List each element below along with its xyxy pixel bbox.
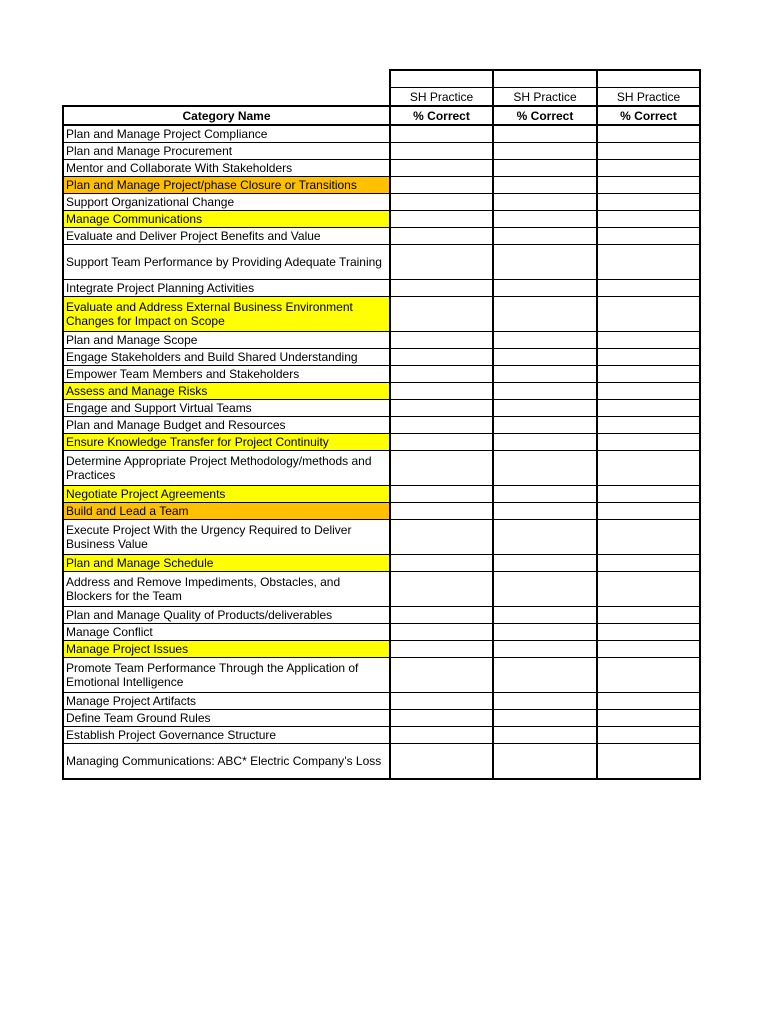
table-row	[63, 332, 700, 349]
category-name-cell[interactable]: Manage Project Issues	[63, 641, 390, 658]
percent-correct-cell[interactable]	[493, 744, 597, 780]
category-name-cell[interactable]: Support Team Performance by Providing Adequate Training	[63, 245, 390, 280]
percent-correct-cell[interactable]	[493, 297, 597, 332]
percent-correct-cell[interactable]	[493, 194, 597, 211]
category-name-cell[interactable]: Establish Project Governance Structure	[63, 727, 390, 744]
percent-correct-cell[interactable]	[493, 228, 597, 245]
table-row	[63, 710, 700, 727]
percent-correct-cell[interactable]	[390, 400, 493, 417]
category-name-cell[interactable]: Manage Conflict	[63, 624, 390, 641]
percent-correct-cell[interactable]	[493, 366, 597, 383]
percent-correct-cell[interactable]	[597, 434, 700, 451]
percent-correct-cell[interactable]	[390, 744, 493, 780]
percent-correct-cell[interactable]	[493, 572, 597, 607]
percent-correct-cell[interactable]	[597, 194, 700, 211]
percent-correct-cell[interactable]	[597, 624, 700, 641]
table-row	[63, 143, 700, 160]
percent-correct-cell[interactable]	[493, 693, 597, 710]
percent-correct-cell[interactable]	[390, 143, 493, 160]
category-name-header: Category Name	[63, 106, 390, 125]
table-row	[63, 727, 700, 744]
percent-correct-cell[interactable]	[597, 451, 700, 486]
header-empty-cell[interactable]	[493, 70, 597, 88]
percent-correct-cell[interactable]	[390, 280, 493, 297]
percent-correct-header: % Correct	[493, 106, 597, 125]
table-row	[63, 417, 700, 434]
category-name-cell[interactable]: Mentor and Collaborate With Stakeholders	[63, 160, 390, 177]
category-name-cell[interactable]: Evaluate and Address External Business Environment Changes for Impact on Scope	[63, 297, 390, 332]
percent-correct-cell[interactable]	[597, 520, 700, 555]
percent-correct-cell[interactable]	[390, 693, 493, 710]
category-score-table	[62, 69, 701, 780]
percent-correct-cell[interactable]	[597, 417, 700, 434]
percent-correct-cell[interactable]	[597, 349, 700, 366]
category-name-cell[interactable]: Plan and Manage Scope	[63, 332, 390, 349]
category-name-cell[interactable]: Manage Project Artifacts	[63, 693, 390, 710]
category-name-cell[interactable]: Determine Appropriate Project Methodology/methods and Practices	[63, 451, 390, 486]
percent-correct-cell[interactable]	[493, 160, 597, 177]
percent-correct-cell[interactable]	[597, 160, 700, 177]
table-row	[63, 744, 700, 780]
percent-correct-cell[interactable]	[597, 503, 700, 520]
percent-correct-cell[interactable]	[390, 710, 493, 727]
percent-correct-cell[interactable]	[597, 177, 700, 194]
percent-correct-cell[interactable]	[493, 383, 597, 400]
table-row	[63, 160, 700, 177]
column-group-label: SH Practice	[597, 88, 700, 107]
percent-correct-cell[interactable]	[390, 211, 493, 228]
table-row	[63, 366, 700, 383]
percent-correct-cell[interactable]	[597, 572, 700, 607]
percent-correct-cell[interactable]	[493, 143, 597, 160]
table-row	[63, 658, 700, 693]
percent-correct-cell[interactable]	[390, 366, 493, 383]
category-name-cell[interactable]: Plan and Manage Schedule	[63, 555, 390, 572]
percent-correct-cell[interactable]	[597, 280, 700, 297]
percent-correct-cell[interactable]	[493, 727, 597, 744]
percent-correct-cell[interactable]	[390, 332, 493, 349]
table-row	[63, 641, 700, 658]
percent-correct-cell[interactable]	[390, 486, 493, 503]
percent-correct-cell[interactable]	[390, 727, 493, 744]
percent-correct-cell[interactable]	[597, 744, 700, 780]
table-header	[63, 70, 700, 125]
percent-correct-cell[interactable]	[390, 417, 493, 434]
table-row	[63, 520, 700, 555]
percent-correct-cell[interactable]	[390, 641, 493, 658]
percent-correct-cell[interactable]	[493, 555, 597, 572]
percent-correct-cell[interactable]	[493, 211, 597, 228]
percent-correct-cell[interactable]	[493, 434, 597, 451]
percent-correct-cell[interactable]	[493, 400, 597, 417]
table-row	[63, 383, 700, 400]
table-body	[63, 125, 700, 779]
percent-correct-cell[interactable]	[597, 383, 700, 400]
category-name-cell[interactable]: Plan and Manage Project Compliance	[63, 125, 390, 143]
category-name-cell[interactable]: Define Team Ground Rules	[63, 710, 390, 727]
percent-correct-cell[interactable]	[390, 245, 493, 280]
percent-correct-cell[interactable]	[390, 228, 493, 245]
category-name-cell[interactable]: Integrate Project Planning Activities	[63, 280, 390, 297]
table-row	[63, 194, 700, 211]
percent-correct-cell[interactable]	[597, 693, 700, 710]
percent-correct-cell[interactable]	[597, 332, 700, 349]
percent-correct-cell[interactable]	[597, 400, 700, 417]
category-name-cell[interactable]: Plan and Manage Procurement	[63, 143, 390, 160]
table-row	[63, 177, 700, 194]
category-name-cell[interactable]: Plan and Manage Quality of Products/deliverables	[63, 607, 390, 624]
percent-correct-cell[interactable]	[597, 710, 700, 727]
percent-correct-cell[interactable]	[493, 177, 597, 194]
percent-correct-cell[interactable]	[493, 332, 597, 349]
header-empty-cell[interactable]	[390, 70, 493, 88]
percent-correct-cell[interactable]	[493, 349, 597, 366]
percent-correct-cell[interactable]	[493, 245, 597, 280]
table-row	[63, 486, 700, 503]
table-row	[63, 607, 700, 624]
percent-correct-cell[interactable]	[493, 486, 597, 503]
table-row	[63, 693, 700, 710]
empty-corner-cell	[63, 70, 390, 88]
percent-correct-cell[interactable]	[597, 607, 700, 624]
category-name-cell[interactable]: Build and Lead a Team	[63, 503, 390, 520]
percent-correct-cell[interactable]	[390, 555, 493, 572]
percent-correct-cell[interactable]	[597, 727, 700, 744]
table-row	[63, 125, 700, 143]
category-name-cell[interactable]: Assess and Manage Risks	[63, 383, 390, 400]
percent-correct-cell[interactable]	[390, 297, 493, 332]
category-name-cell[interactable]: Plan and Manage Budget and Resources	[63, 417, 390, 434]
percent-correct-cell[interactable]	[597, 125, 700, 143]
percent-correct-cell[interactable]	[597, 555, 700, 572]
percent-correct-cell[interactable]	[493, 607, 597, 624]
table-row	[63, 451, 700, 486]
percent-correct-cell[interactable]	[597, 486, 700, 503]
header-top-row	[63, 70, 700, 88]
table-row	[63, 211, 700, 228]
percent-correct-header: % Correct	[390, 106, 493, 125]
percent-correct-cell[interactable]	[597, 228, 700, 245]
percent-correct-cell[interactable]	[493, 451, 597, 486]
category-name-cell[interactable]: Empower Team Members and Stakeholders	[63, 366, 390, 383]
table-row	[63, 400, 700, 417]
percent-correct-cell[interactable]	[390, 125, 493, 143]
percent-correct-header: % Correct	[597, 106, 700, 125]
category-name-cell[interactable]: Support Organizational Change	[63, 194, 390, 211]
header-group-row	[63, 88, 700, 107]
percent-correct-cell[interactable]	[390, 658, 493, 693]
percent-correct-cell[interactable]	[597, 211, 700, 228]
percent-correct-cell[interactable]	[493, 710, 597, 727]
percent-correct-cell[interactable]	[493, 658, 597, 693]
percent-correct-cell[interactable]	[390, 607, 493, 624]
table-row	[63, 503, 700, 520]
percent-correct-cell[interactable]	[493, 624, 597, 641]
percent-correct-cell[interactable]	[390, 177, 493, 194]
percent-correct-cell[interactable]	[390, 349, 493, 366]
percent-correct-cell[interactable]	[493, 417, 597, 434]
percent-correct-cell[interactable]	[597, 658, 700, 693]
table-row	[63, 228, 700, 245]
percent-correct-cell[interactable]	[597, 143, 700, 160]
category-name-cell[interactable]: Ensure Knowledge Transfer for Project Continuity	[63, 434, 390, 451]
percent-correct-cell[interactable]	[597, 297, 700, 332]
empty-corner-cell	[63, 88, 390, 107]
percent-correct-cell[interactable]	[390, 624, 493, 641]
category-name-cell[interactable]: Evaluate and Deliver Project Benefits and Value	[63, 228, 390, 245]
percent-correct-cell[interactable]	[493, 280, 597, 297]
table-row	[63, 434, 700, 451]
percent-correct-cell[interactable]	[493, 125, 597, 143]
percent-correct-cell[interactable]	[493, 641, 597, 658]
percent-correct-cell[interactable]	[390, 451, 493, 486]
table-row	[63, 555, 700, 572]
percent-correct-cell[interactable]	[390, 520, 493, 555]
category-name-cell[interactable]: Engage Stakeholders and Build Shared Understanding	[63, 349, 390, 366]
table-row	[63, 297, 700, 332]
percent-correct-cell[interactable]	[390, 503, 493, 520]
header-empty-cell[interactable]	[597, 70, 700, 88]
header-label-row	[63, 106, 700, 125]
column-group-label: SH Practice	[493, 88, 597, 107]
percent-correct-cell[interactable]	[390, 383, 493, 400]
table-row	[63, 280, 700, 297]
percent-correct-cell[interactable]	[390, 572, 493, 607]
category-name-cell[interactable]: Address and Remove Impediments, Obstacles, and Blockers for the Team	[63, 572, 390, 607]
percent-correct-cell[interactable]	[390, 194, 493, 211]
percent-correct-cell[interactable]	[493, 520, 597, 555]
category-name-cell[interactable]: Execute Project With the Urgency Required to Deliver Business Value	[63, 520, 390, 555]
percent-correct-cell[interactable]	[597, 245, 700, 280]
category-name-cell[interactable]: Manage Communications	[63, 211, 390, 228]
table-row	[63, 624, 700, 641]
category-name-cell[interactable]: Managing Communications: ABC* Electric Company’s Loss	[63, 744, 390, 780]
table-row	[63, 572, 700, 607]
category-name-cell[interactable]: Negotiate Project Agreements	[63, 486, 390, 503]
category-name-cell[interactable]: Engage and Support Virtual Teams	[63, 400, 390, 417]
percent-correct-cell[interactable]	[390, 160, 493, 177]
category-name-cell[interactable]: Plan and Manage Project/phase Closure or Transitions	[63, 177, 390, 194]
category-name-cell[interactable]: Promote Team Performance Through the Application of Emotional Intelligence	[63, 658, 390, 693]
percent-correct-cell[interactable]	[390, 434, 493, 451]
column-group-label: SH Practice	[390, 88, 493, 107]
percent-correct-cell[interactable]	[597, 641, 700, 658]
percent-correct-cell[interactable]	[493, 503, 597, 520]
percent-correct-cell[interactable]	[597, 366, 700, 383]
table-row	[63, 349, 700, 366]
table-row	[63, 245, 700, 280]
